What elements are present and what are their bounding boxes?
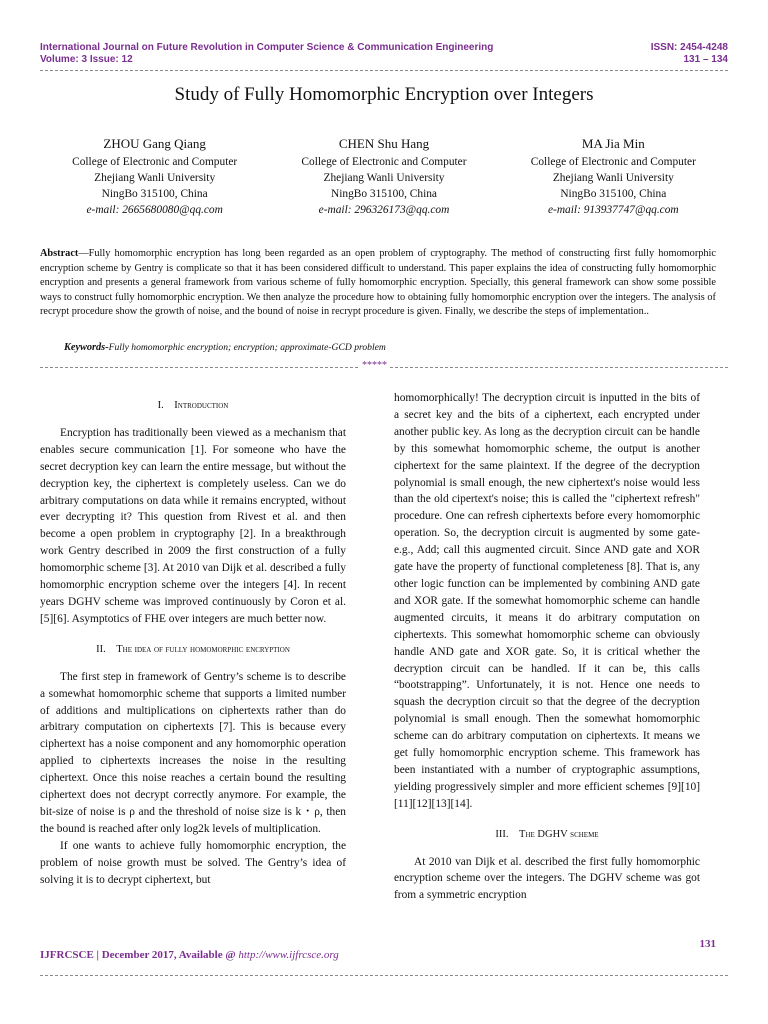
author-2	[269, 136, 498, 218]
author-3	[499, 136, 728, 218]
author-dept: College of Electronic and Computer	[530, 156, 696, 168]
abstract-label: Abstract	[40, 248, 79, 259]
author-city: NingBo 315100, China	[560, 188, 667, 200]
section-number: II.	[96, 643, 106, 655]
footer-text: IJFRCSCE | December 2017, Available @	[40, 949, 239, 961]
keywords	[64, 342, 386, 353]
journal-issn: ISSN: 2454-4248	[650, 42, 728, 53]
author-1	[40, 136, 269, 218]
footer-divider	[40, 975, 728, 976]
keywords-text: Fully homomorphic encryption; encryption; approximate-GCD problem	[108, 342, 386, 353]
author-city: NingBo 315100, China	[101, 188, 208, 200]
page-footer	[40, 949, 339, 961]
author-dept: College of Electronic and Computer	[301, 156, 467, 168]
author-univ: Zhejiang Wanli University	[94, 172, 216, 184]
section-heading-dghv	[394, 827, 700, 844]
author-dept: College of Electronic and Computer	[72, 156, 238, 168]
section-title: Introduction	[174, 400, 229, 411]
author-email: e-mail: 2665680080@qq.com	[86, 204, 223, 216]
author-email: e-mail: 913937747@qq.com	[547, 204, 679, 216]
left-column	[40, 388, 346, 888]
author-city: NingBo 315100, China	[330, 188, 437, 200]
section-title: The DGHV scheme	[519, 828, 599, 840]
page-number: 131	[699, 938, 716, 950]
journal-volume: Volume: 3 Issue: 12	[40, 54, 133, 65]
paragraph: The first step in framework of Gentry’s scheme is to describe a somewhat homomorphic scheme that supports a limited number of additions and multiplications on ciphertexts rather than do arbitrary computation on ciphertexts [7]. This is because every ciphertext has a noise component and any homomorphic operation applied to ciphertexts increases the noise in the resulting ciphertext. Once this noise reaches a certain bound the resulting ciphertext does not decrypt correctly anymore. For example, the bit-size of noise is ρ and the threshold of noise size is k・ρ, then the bound is reached after only log2k levels of multiplication.	[40, 670, 346, 835]
section-number: I.	[157, 400, 164, 411]
journal-issn-block	[651, 42, 728, 66]
abstract	[40, 247, 716, 320]
author-name: MA Jia Min	[581, 136, 645, 151]
paper-title: Study of Fully Homomorphic Encryption over Integers	[174, 84, 594, 105]
paragraph: At 2010 van Dijk et al. described the first fully homomorphic encryption scheme over the integers. The DGHV scheme was got from a symmetric encryption	[394, 855, 700, 902]
author-name: CHEN Shu Hang	[338, 136, 430, 151]
section-number: III.	[495, 828, 509, 840]
header-divider	[40, 70, 728, 71]
journal-pages: 131 – 134	[683, 54, 728, 65]
section-heading-idea	[40, 642, 346, 659]
section-title: The idea of fully homomorphic encryption	[116, 643, 290, 655]
journal-info	[40, 42, 493, 66]
separator-stars: *****	[362, 360, 387, 371]
keywords-label: Keywords-	[64, 342, 109, 353]
paragraph: If one wants to achieve fully homomorphic encryption, the problem of noise growth must be solved. The Gentry’s idea of solving it is to decrypt ciphertext, but	[40, 839, 346, 886]
author-univ: Zhejiang Wanli University	[323, 172, 445, 184]
journal-name: International Journal on Future Revolution in Computer Science & Communication Engineering	[40, 42, 494, 53]
footer-url[interactable]: http://www.ijfrcsce.org	[238, 949, 339, 961]
right-column	[394, 390, 700, 904]
author-name: ZHOU Gang Qiang	[103, 136, 206, 151]
author-email: e-mail: 296326173@qq.com	[318, 204, 450, 216]
abstract-text: —Fully homomorphic encryption has long been regarded as an open problem of cryptography. The method of constructing first fully homomorphic encryption scheme by Gentry is complicate so that it has been considered difficult to understand. This paper explains the idea of constructing fully homomorphic encryption and presents a general framework from various scheme of fully homomorphic encryption. Specially, this general framework can show some possible ways to construct fully homomorphic encryption. We then analyze the procedure how to obtaining fully homomorphic encryption over the integers. The analysis of recrypt procedure show the growth of noise, and the bound of noise in recrypt procedure is given. Finally, we describe the steps of implementation..	[40, 248, 716, 317]
paragraph: Encryption has traditionally been viewed as a mechanism that enables secure communication [1]. For someone who have the secret decryption key can learn the entire message, but without the decryption key, the ciphertext is completely useless. Can we do arbitrary computations on data while it remains encrypted, without ever decrypting it? This question from Rivest et al. and then become a open problem in cryptography [2]. In a breakthrough work Gentry described in 2009 the first construction of a fully homomorphic scheme [3]. At 2010 van Dijk et al. described a fully homomorphic encryption scheme over the integers [4]. In recent years DGHV scheme was improved continuously by Coron et al. [5][6]. Asymptotics of FHE over integers are much better now.	[40, 426, 346, 625]
author-list	[40, 136, 728, 218]
section-heading-introduction	[40, 398, 346, 415]
author-univ: Zhejiang Wanli University	[552, 172, 674, 184]
paragraph: homomorphically! The decryption circuit is inputted in the bits of a secret key and the bits of a ciphertext, each encrypted under another public key. As long as the decryption circuit can be handle by this somewhat homomorphic scheme, the output is another ciphertext for the same plaintext. If the degree of the decryption polynomial is small enough, the new ciphertext's noise would less than the old cipertext's noise; this is called the "ciphertext refresh" procedure. One can refresh ciphertexts before every homomorphic operation. So, the decryption circuit is augmented by some gate- e.g., Add; call this augmented circuit. Since AND gate and XOR gate have the property of functional completeness [8]. That is, any other logic function can be implemented by combining AND gate and XOR gate. If the somewhat homomorphic scheme can handle augmented circuits, it means it do arbitrary computation on ciphertexts. This somewhat homomorphic scheme can obviously handle AND gate and XOR gate. So, it is critical whether the decryption circuit can be handled. If it can be, this calls “bootstrapping”. Unfortunately, it is not. Hence one needs to squash the decryption circuit so that the degree of the decryption polynomial is small enough. Then the somewhat homomorphic scheme can do arbitrary computation on ciphertexts. It means we get fully homomorphic encryption scheme. This framework has been instantiated with a number of cryptographic assumptions, yielding progressively simpler and more efficient schemes [9][10][11][12][13][14].	[394, 392, 700, 810]
